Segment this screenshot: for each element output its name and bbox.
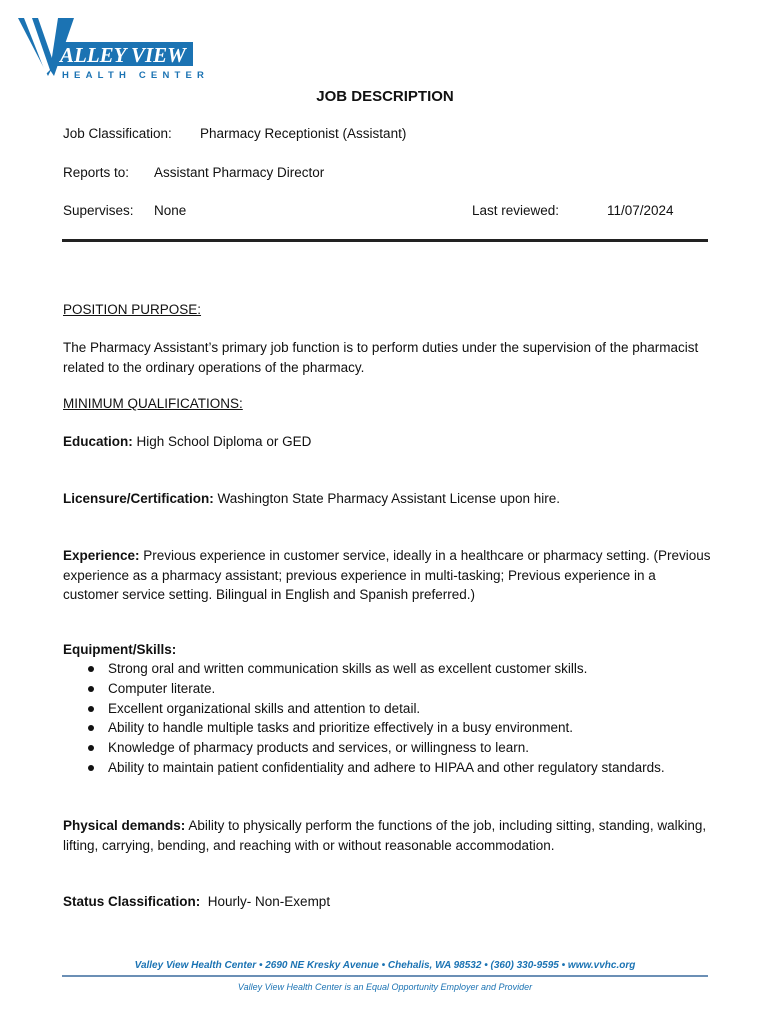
licensure-line bbox=[63, 489, 713, 509]
minimum-qualifications-heading: MINIMUM QUALIFICATIONS: bbox=[63, 396, 243, 411]
education-label: Education: bbox=[63, 434, 133, 449]
experience-value: Previous experience in customer service, ideally in a healthcare or pharmacy setting. (Previous experience as a pharmacy assistant; previous experience in multi-tasking; Previous experience in a customer service setting. Bilingual in English and Spanish preferred.) bbox=[63, 548, 711, 602]
physical-demands-value: Ability to physically perform the functions of the job, including sitting, standing, walking, lifting, carrying, bending, and reaching with or without reasonable accommodation. bbox=[63, 818, 707, 853]
equipment-skills-label: Equipment/Skills: bbox=[63, 642, 177, 657]
header-divider bbox=[62, 239, 708, 242]
supervises-label: Supervises: bbox=[63, 203, 134, 218]
equipment-skills-heading bbox=[63, 640, 713, 660]
skill-item: Excellent organizational skills and attention to detail. bbox=[63, 699, 713, 719]
skill-item: Knowledge of pharmacy products and services, or willingness to learn. bbox=[63, 738, 713, 758]
skill-item: Ability to maintain patient confidentiality and adhere to HIPAA and other regulatory standards. bbox=[63, 758, 713, 778]
logo-main-text: ALLEY VIEW bbox=[60, 43, 186, 67]
reports-to-value: Assistant Pharmacy Director bbox=[154, 165, 325, 180]
last-reviewed-label: Last reviewed: bbox=[472, 203, 560, 218]
document-title: JOB DESCRIPTION bbox=[316, 88, 454, 105]
footer-equal-opportunity: Valley View Health Center is an Equal Opportunity Employer and Provider bbox=[237, 982, 533, 992]
skill-item: Ability to handle multiple tasks and prioritize effectively in a busy environment. bbox=[63, 718, 713, 738]
position-purpose-text: The Pharmacy Assistant’s primary job function is to perform duties under the supervision of the pharmacist related to the ordinary operations of the pharmacy. bbox=[63, 340, 699, 375]
licensure-label: Licensure/Certification: bbox=[63, 491, 214, 506]
skills-list bbox=[63, 659, 713, 778]
last-reviewed-date: 11/07/2024 bbox=[607, 203, 674, 218]
status-classification-line bbox=[63, 892, 713, 912]
position-purpose-heading: POSITION PURPOSE: bbox=[63, 302, 202, 317]
reports-to-label: Reports to: bbox=[63, 165, 130, 180]
valley-view-logo bbox=[18, 14, 210, 81]
physical-demands-paragraph bbox=[63, 816, 713, 855]
skill-item: Computer literate. bbox=[63, 679, 713, 699]
licensure-value: Washington State Pharmacy Assistant License upon hire. bbox=[213, 491, 560, 506]
logo-graphic bbox=[18, 14, 210, 81]
classification-value: Pharmacy Receptionist (Assistant) bbox=[200, 126, 407, 141]
education-value: High School Diploma or GED bbox=[132, 434, 312, 449]
supervises-value: None bbox=[154, 203, 187, 218]
classification-label: Job Classification: bbox=[63, 126, 172, 141]
physical-demands-label: Physical demands: bbox=[63, 818, 186, 833]
experience-label: Experience: bbox=[63, 548, 140, 563]
status-classification-label: Status Classification: bbox=[63, 894, 201, 909]
experience-paragraph bbox=[63, 546, 713, 605]
logo-sub-text: HEALTH CENTER bbox=[62, 70, 210, 81]
education-line bbox=[63, 432, 713, 452]
footer-address: Valley View Health Center • 2690 NE Kresky Avenue • Chehalis, WA 98532 • (360) 330-9595 • www.vvhc.org bbox=[134, 960, 636, 971]
status-classification-value: Hourly- Non-Exempt bbox=[200, 894, 331, 909]
footer-divider bbox=[62, 975, 708, 977]
skill-item: Strong oral and written communication skills as well as excellent customer skills. bbox=[63, 659, 713, 679]
